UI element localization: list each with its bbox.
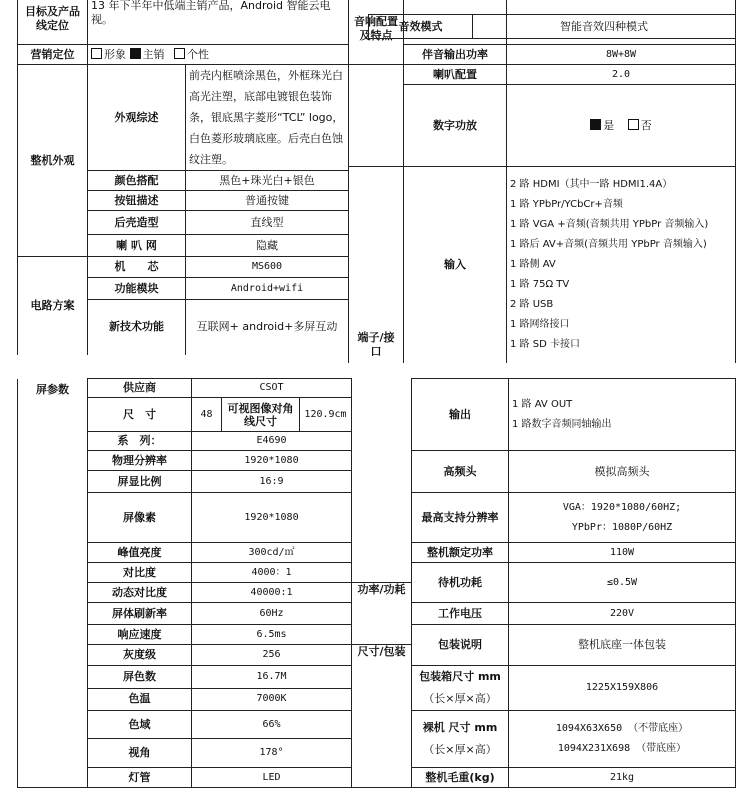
peak-brightness-label: 峰值亮度: [88, 543, 192, 563]
input-item: 1 路 YPbPr/YCbCr+音频: [510, 198, 623, 210]
diag-value: 120.9cm: [300, 398, 352, 432]
button-label: 按钮描述: [88, 191, 186, 211]
audio-group-label: 音响配置及特点: [349, 0, 404, 65]
input-item: 2 路 HDMI（其中一路 HDMI1.4A）: [510, 178, 673, 190]
color-label: 颜色搭配: [88, 171, 186, 191]
marketing-options: 形象 主销 个性: [88, 45, 349, 65]
phys-res-value: 1920*1080: [192, 451, 352, 471]
refresh-label: 屏体刷新率: [88, 603, 192, 625]
pixels-label: 屏像素: [88, 493, 192, 543]
backlight-label: 灯管: [88, 768, 192, 788]
pack-desc-label: 包装说明: [412, 625, 509, 666]
audio-output-power-value: 8W+8W: [507, 45, 736, 65]
input-label: 输入: [404, 167, 507, 363]
checkbox-zhuxiao[interactable]: [130, 48, 141, 59]
overview-label: 外观综述: [88, 65, 186, 171]
size-label: 尺 寸: [88, 398, 192, 432]
size-value: 48: [192, 398, 222, 432]
standby-value: ≤0.5W: [509, 563, 736, 603]
contrast-value: 4000：1: [192, 563, 352, 583]
target-label: 目标及产品线定位: [18, 0, 88, 45]
color-value: 黑色+珠光白+银色: [186, 171, 349, 191]
aspect-label: 屏显比例: [88, 471, 192, 493]
maxres-item: VGA：1920*1080/60HZ;: [562, 501, 682, 513]
colors-value: 16.7M: [192, 666, 352, 689]
size-pack-group-label: 尺寸/包装: [352, 645, 412, 788]
color-temp-value: 7000K: [192, 688, 352, 711]
audio-mode-value: 智能音效四种模式: [473, 15, 736, 39]
aspect-value: 16:9: [192, 471, 352, 493]
top-right-lower: [348, 64, 736, 363]
input-item: 1 路网络接口: [510, 318, 570, 330]
input-item: 1 路 VGA +音频(音频共用 YPbPr 音频输入): [510, 218, 709, 230]
speaker-config-value: 2.0: [507, 65, 736, 85]
bare-size-item: 1094X231X698 （带底座）: [557, 743, 687, 754]
backshell-label: 后壳造型: [88, 211, 186, 235]
checkbox-yes[interactable]: [590, 119, 601, 130]
bare-size-list: [509, 711, 736, 768]
marketing-label: 营销定位: [18, 45, 88, 65]
speaker-config-label: 喇叭配置: [404, 65, 507, 85]
dyn-contrast-label: 动态对比度: [88, 583, 192, 603]
input-item: 2 路 USB: [510, 298, 554, 310]
output-item: 1 路数字音频同轴输出: [512, 418, 612, 430]
voltage-label: 工作电压: [412, 603, 509, 625]
voltage-value: 220V: [509, 603, 736, 625]
refresh-value: 60Hz: [192, 603, 352, 625]
top-left-lower: [17, 64, 349, 355]
maxres-label: 最高支持分辨率: [412, 493, 509, 543]
view-angle-label: 视角: [88, 739, 192, 768]
response-value: 6.5ms: [192, 625, 352, 645]
checkbox-xingxiang[interactable]: [91, 48, 102, 59]
digital-amp-options: 是 否: [507, 85, 736, 167]
audio-mode-label: 音效模式: [369, 15, 473, 39]
ports-group-label: 端子/接口: [349, 167, 404, 363]
input-list: [507, 167, 736, 363]
appearance-group-label: 整机外观: [18, 65, 88, 257]
series-value: E4690: [192, 432, 352, 451]
series-label: 系 列：: [88, 432, 192, 451]
backshell-value: 直线型: [186, 211, 349, 235]
backlight-value: LED: [192, 768, 352, 788]
box-size-value: 1225X159X806: [509, 666, 736, 711]
pack-desc-value: 整机底座一体包装: [509, 625, 736, 666]
speaker-grille-label: 喇 叭 网: [88, 235, 186, 257]
circuit-group-label: 电路方案: [18, 257, 88, 355]
output-item: 1 路 AV OUT: [512, 398, 573, 410]
view-angle-value: 178°: [192, 739, 352, 768]
response-label: 响应速度: [88, 625, 192, 645]
gamut-value: 66%: [192, 711, 352, 739]
input-item: 1 路侧 AV: [510, 258, 556, 270]
speaker-grille-value: 隐藏: [186, 235, 349, 257]
color-temp-label: 色温: [88, 688, 192, 711]
pixels-value: 1920*1080: [192, 493, 352, 543]
chassis-label: 机 芯: [88, 257, 186, 278]
function-module-label: 功能模块: [88, 278, 186, 300]
checkbox-no[interactable]: [628, 119, 639, 130]
overview-value: 前壳内框喷涂黑色，外框珠光白高光注塑，底部电镀银色装饰条，银底黑字菱形“TCL” logo，白色菱形玻璃底座。后壳白色蚀纹注塑。: [186, 65, 349, 171]
tuner-label: 高频头: [412, 451, 509, 493]
checkbox-gexing[interactable]: [174, 48, 185, 59]
function-module-value: Android+wifi: [186, 278, 349, 300]
gamut-label: 色域: [88, 711, 192, 739]
grayscale-label: 灰度级: [88, 645, 192, 666]
target-value: 13 年下半年中低端主销产品，Android 智能云电视。: [88, 0, 349, 45]
spec-table-bottom: [17, 378, 736, 788]
maxres-list: [509, 493, 736, 543]
input-item: 1 路 75Ω TV: [510, 278, 570, 290]
rated-power-value: 110W: [509, 543, 736, 563]
phys-res-label: 物理分辨率: [88, 451, 192, 471]
standby-label: 待机功耗: [412, 563, 509, 603]
colors-label: 屏色数: [88, 666, 192, 689]
power-group-label: 功率/功耗: [352, 583, 412, 645]
button-value: 普通按键: [186, 191, 349, 211]
output-list: [509, 379, 736, 451]
box-size-label: 包装箱尺寸 mm （长×厚×高）: [412, 666, 509, 711]
chassis-value: MS600: [186, 257, 349, 278]
peak-brightness-value: 300cd/㎡: [192, 543, 352, 563]
dyn-contrast-value: 40000:1: [192, 583, 352, 603]
grayscale-value: 256: [192, 645, 352, 666]
top-audio-mode: [368, 14, 736, 39]
rated-power-label: 整机额定功率: [412, 543, 509, 563]
new-tech-label: 新技术功能: [88, 300, 186, 355]
weight-label: 整机毛重(kg): [412, 768, 509, 788]
diag-label: 可视图像对角线尺寸: [222, 398, 300, 432]
input-item: 1 路后 AV+音频(音频共用 YPbPr 音频输入): [510, 238, 707, 250]
digital-amp-label: 数字功放: [404, 85, 507, 167]
maxres-item: YPbPr：1080P/60HZ: [571, 521, 673, 533]
input-item: 1 路 SD 卡接口: [510, 338, 580, 350]
weight-value: 21kg: [509, 768, 736, 788]
audio-output-power-label: 伴音输出功率: [404, 45, 507, 65]
new-tech-value: 互联网+ android+多屏互动: [186, 300, 349, 355]
output-label: 输出: [412, 379, 509, 451]
supplier-label: 供应商: [88, 379, 192, 398]
bare-size-item: 1094X63X650 （不带底座）: [555, 723, 689, 734]
supplier-value: CSOT: [192, 379, 352, 398]
bare-size-label: 裸机 尺寸 mm （长×厚×高）: [412, 711, 509, 768]
screen-group-label: 屏参数: [18, 379, 88, 788]
tuner-value: 模拟高频头: [509, 451, 736, 493]
contrast-label: 对比度: [88, 563, 192, 583]
